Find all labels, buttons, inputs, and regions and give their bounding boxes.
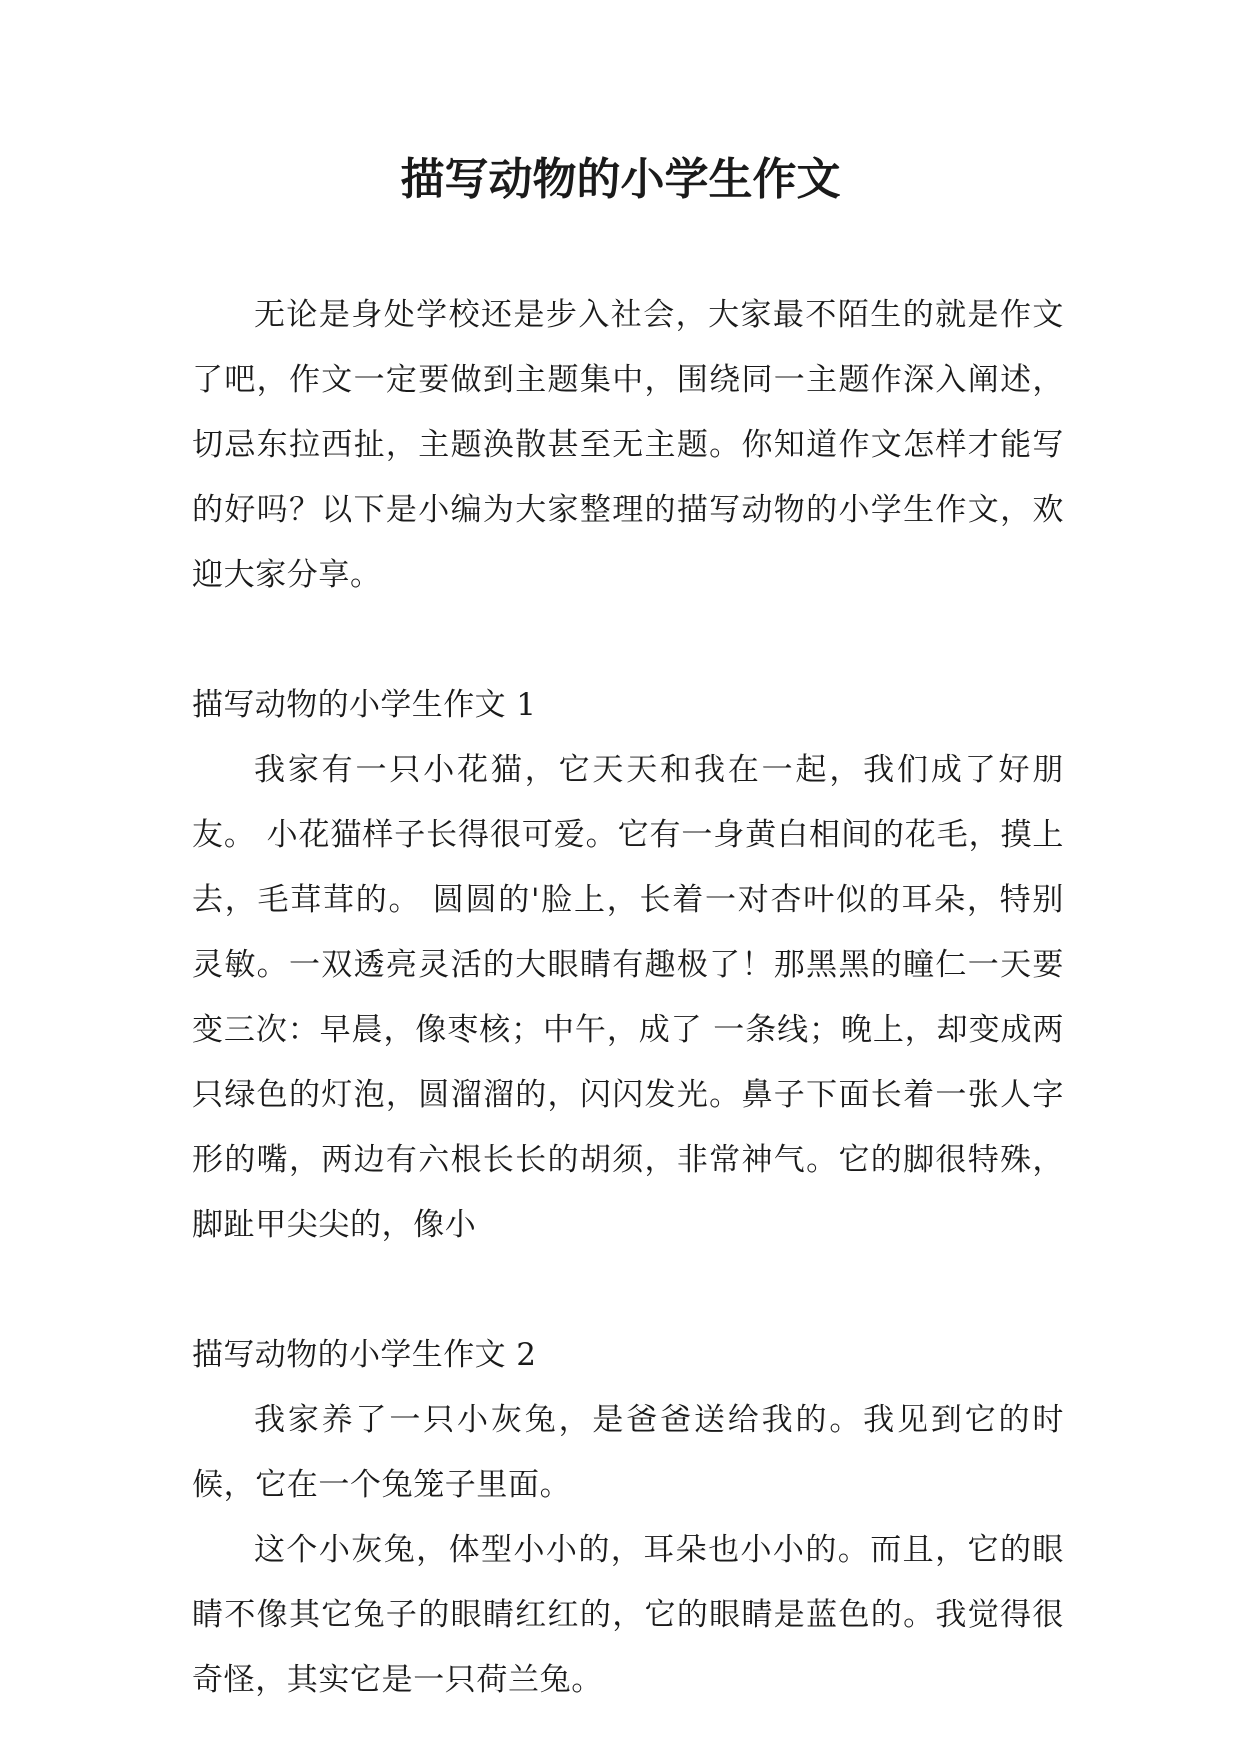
section-2-paragraph-1: 我家养了一只小灰兔，是爸爸送给我的。我见到它的时候，它在一个兔笼子里面。 (192, 1402, 1064, 1503)
section-heading-2: 描写动物的小学生作文 2 (192, 1337, 537, 1373)
intro-paragraph: 无论是身处学校还是步入社会，大家最不陌生的就是作文了吧，作文一定要做到主题集中，围绕同一主题作深入阐述，切忌东拉西扯，主题涣散甚至无主题。你知道作文怎样才能写的好吗？以下是小编为大家整理的描写动物的小学生作文，欢迎大家分享。 (192, 297, 1064, 593)
section-1-paragraph-1: 我家有一只小花猫，它天天和我在一起，我们成了好朋友。 小花猫样子长得很可爱。它有一身黄白相间的花毛，摸上去，毛茸茸的。 圆圆的'脸上，长着一对杏叶似的耳朵，特别灵敏。一双透亮灵活的大眼睛有趣极了！那黑黑的瞳仁一天要变三次：早晨，像枣核；中午，成了 一条线；晚上，却变成两只绿色的灯泡，圆溜溜的，闪闪发光。鼻子下面长着一张人字形的嘴，两边有六根长长的胡须，非常神气。它的脚很特殊，脚趾甲尖尖的，像小 (192, 752, 1064, 1243)
section-2-paragraph-2: 这个小灰兔，体型小小的，耳朵也小小的。而且，它的眼睛不像其它兔子的眼睛红红的，它的眼睛是蓝色的。我觉得很奇怪，其实它是一只荷兰兔。 (192, 1532, 1064, 1698)
document-body (192, 283, 1064, 1713)
section-heading-1: 描写动物的小学生作文 1 (192, 687, 537, 723)
document-title: 描写动物的小学生作文 (400, 154, 841, 205)
